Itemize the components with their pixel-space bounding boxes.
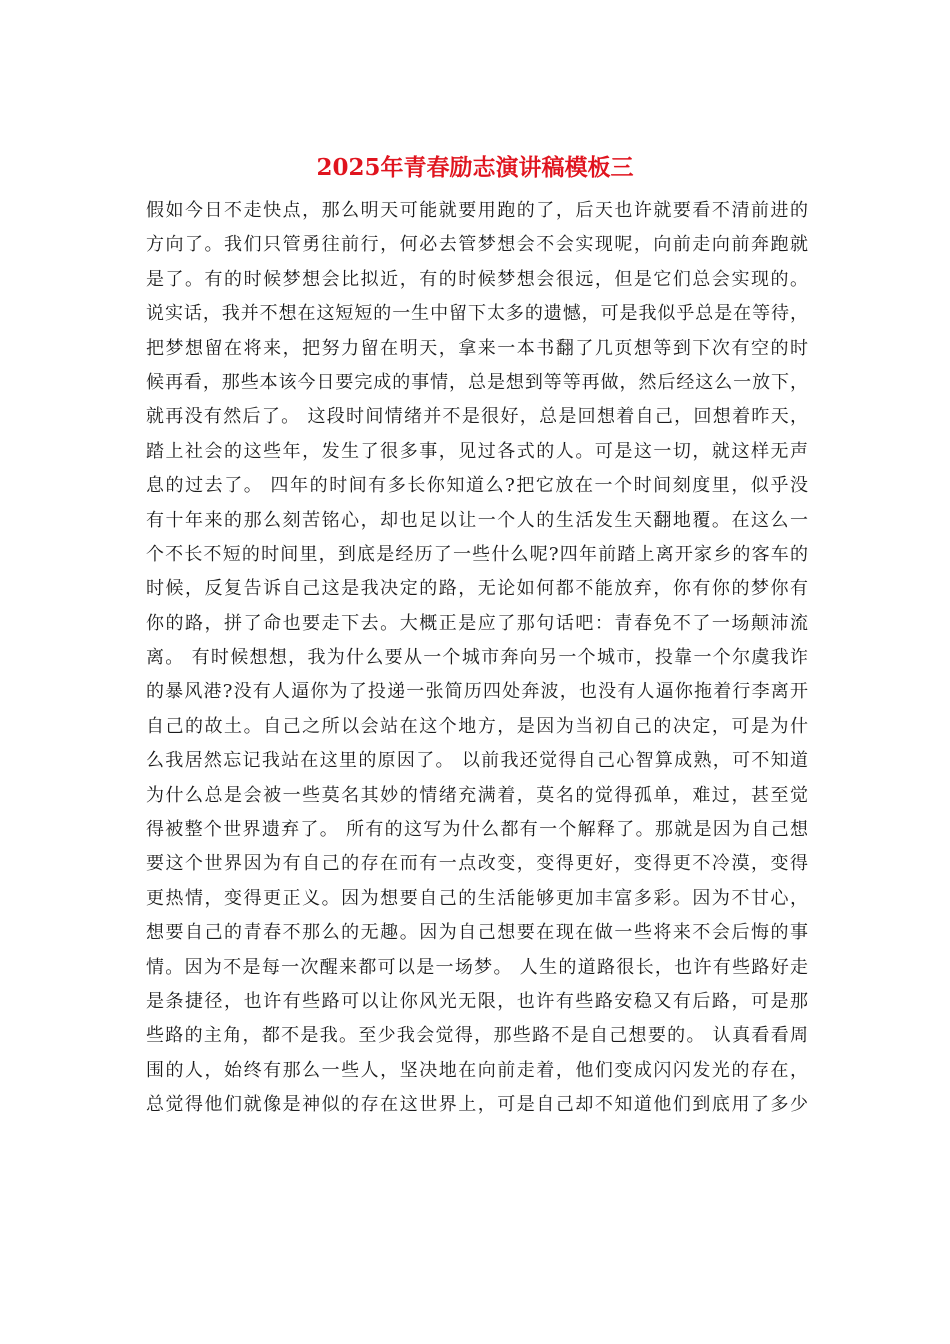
body-line: 假如今日不走快点，那么明天可能就要用跑的了，后天也许就要看不清前进的: [146, 200, 808, 221]
document-title: 2025年青春励志演讲稿模板三: [316, 154, 634, 181]
body-line: 的暴风港?没有人逼你为了投递一张简历四处奔波，也没有人逼你拖着行李离开: [146, 681, 808, 703]
body-line: 得被整个世界遗弃了。 所有的这写为什么都有一个解释了。那就是因为自己想: [146, 819, 808, 841]
body-line: 时候，反复告诉自己这是我决定的路，无论如何都不能放弃，你有你的梦你有: [146, 578, 808, 600]
body-line: 息的过去了。 四年的时间有多长你知道么?把它放在一个时间刻度里，似乎没: [146, 475, 808, 497]
body-line: 是了。有的时候梦想会比拟近，有的时候梦想会很远，但是它们总会实现的。: [146, 268, 808, 290]
body-line: 些路的主角，都不是我。至少我会觉得，那些路不是自己想要的。 认真看看周: [146, 1025, 808, 1047]
body-line: 总觉得他们就像是神似的存在这世界上，可是自己却不知道他们到底用了多少: [146, 1094, 808, 1116]
body-line: 围的人，始终有那么一些人，坚决地在向前走着，他们变成闪闪发光的存在，: [146, 1059, 808, 1081]
body-line: 么我居然忘记我站在这里的原因了。 以前我还觉得自己心智算成熟，可不知道: [146, 750, 808, 772]
body-line: 踏上社会的这些年，发生了很多事，见过各式的人。可是这一切，就这样无声: [146, 440, 808, 462]
body-line: 情。因为不是每一次醒来都可以是一场梦。 人生的道路很长，也许有些路好走: [146, 956, 808, 978]
body-line: 方向了。我们只管勇往前行，何必去管梦想会不会实现呢，向前走向前奔跑就: [146, 234, 808, 256]
body-line: 你的路，拼了命也要走下去。大概正是应了那句话吧：青春免不了一场颠沛流: [146, 612, 808, 634]
document-body: [146, 194, 808, 1123]
body-line: 说实话，我并不想在这短短的一生中留下太多的遗憾，可是我似乎总是在等待，: [146, 303, 808, 325]
body-line: 就再没有然后了。 这段时间情绪并不是很好，总是回想着自己，回想着昨天，: [146, 406, 808, 428]
body-line: 想要自己的青春不那么的无趣。因为自己想要在现在做一些将来不会后悔的事: [146, 922, 808, 944]
body-line: 是条捷径，也许有些路可以让你风光无限，也许有些路安稳又有后路，可是那: [146, 990, 808, 1012]
body-line: 候再看，那些本该今日要完成的事情，总是想到等等再做，然后经这么一放下，: [146, 371, 808, 393]
body-line: 为什么总是会被一些莫名其妙的情绪充满着，莫名的觉得孤单，难过，甚至觉: [146, 784, 808, 806]
body-line: 个不长不短的时间里，到底是经历了一些什么呢?四年前踏上离开家乡的客车的: [146, 543, 808, 565]
body-line: 有十年来的那么刻苦铭心，却也足以让一个人的生活发生天翻地覆。在这么一: [146, 509, 808, 531]
body-line: 离。 有时候想想，我为什么要从一个城市奔向另一个城市，投靠一个尔虞我诈: [146, 647, 808, 669]
body-line: 自己的故土。自己之所以会站在这个地方，是因为当初自己的决定，可是为什: [146, 715, 808, 737]
body-line: 更热情，变得更正义。因为想要自己的生活能够更加丰富多彩。因为不甘心，: [146, 887, 808, 909]
body-line: 把梦想留在将来，把努力留在明天，拿来一本书翻了几页想等到下次有空的时: [146, 337, 808, 359]
body-line: 要这个世界因为有自己的存在而有一点改变，变得更好，变得更不冷漠，变得: [146, 853, 808, 875]
